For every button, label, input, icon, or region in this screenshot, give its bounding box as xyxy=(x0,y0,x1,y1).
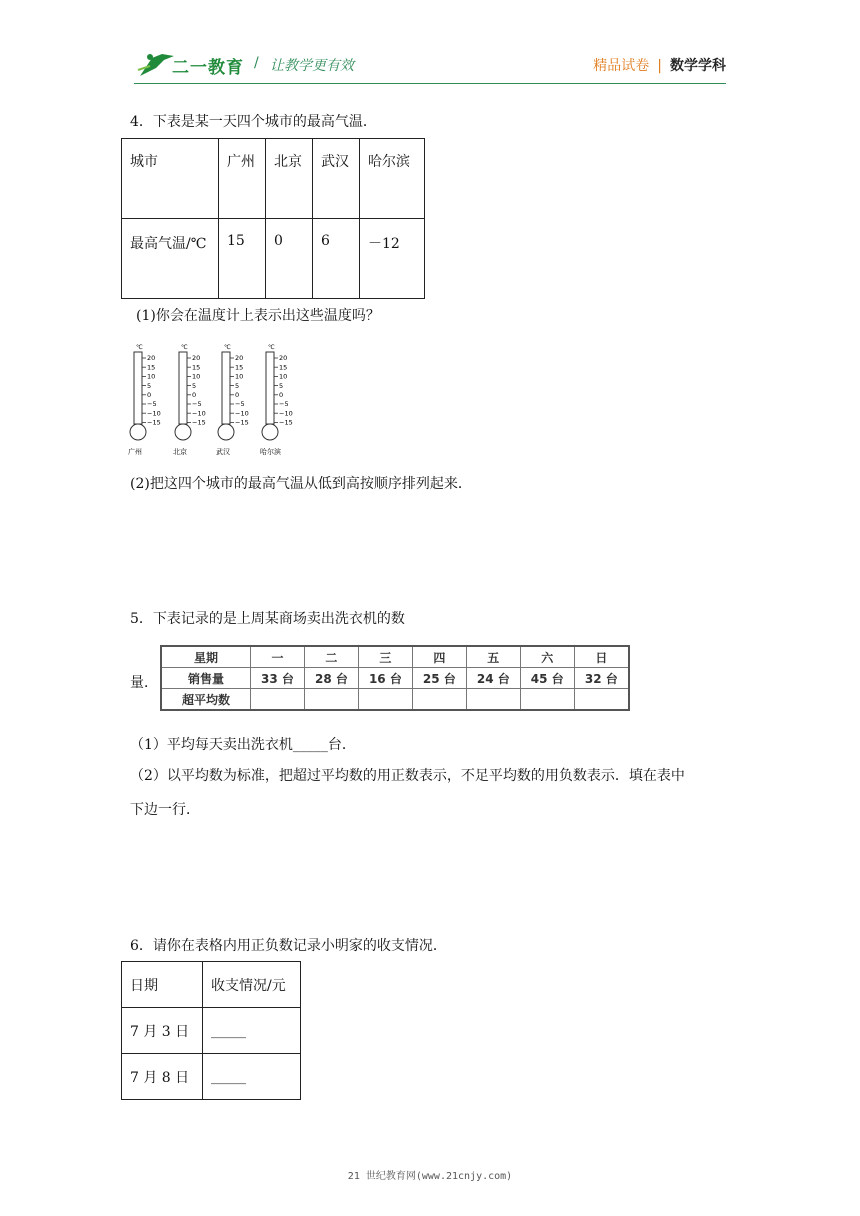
thermometer-scale-label: 10 xyxy=(192,372,201,381)
thermometer-scale-label: 0 xyxy=(235,391,240,399)
q5-title: 5．下表记录的是上周某商场卖出洗衣机的数 xyxy=(130,611,405,627)
q5-header-cell: 三 xyxy=(358,646,412,668)
thermometer-scale-label: 10 xyxy=(147,372,156,381)
thermometer-scale-label: 10 xyxy=(279,372,288,381)
q6-answer-blank[interactable]: _____ xyxy=(203,1054,301,1100)
thermometer-unit: ℃ xyxy=(136,344,143,351)
thermometer-scale-label: −5 xyxy=(147,400,157,409)
thermometer-icon xyxy=(216,342,260,458)
thermometer-scale-label: −5 xyxy=(192,400,202,409)
thermometer-scale-label: 0 xyxy=(147,391,152,399)
thermometer-scale-label: −10 xyxy=(279,409,293,418)
thermometer-scale-label: 5 xyxy=(235,381,240,390)
q4-row-cell: 6 xyxy=(313,219,360,299)
q5-over-label: 超平均数 xyxy=(161,689,251,711)
thermometer-unit: ℃ xyxy=(181,344,188,351)
header-right xyxy=(593,55,726,75)
thermometer-bulb xyxy=(218,424,234,440)
thermometer-scale-label: 0 xyxy=(279,391,284,399)
q5-answer-cell[interactable] xyxy=(520,689,574,711)
header-divider: / xyxy=(254,55,259,71)
thermometer-scale-label: −15 xyxy=(235,418,249,427)
q5-header-cell: 六 xyxy=(520,646,574,668)
q4-row-cell: －12 xyxy=(360,219,425,299)
q4-title: 4．下表是某一天四个城市的最高气温． xyxy=(130,114,377,130)
q4-header-cell: 城市 xyxy=(122,139,219,219)
q5-part2-line1: （2）以平均数为标准，把超过平均数的用正数表示，不足平均数的用负数表示．填在表中 xyxy=(130,768,685,784)
thermometer-bulb xyxy=(262,424,278,440)
q5-header-cell: 五 xyxy=(466,646,520,668)
thermometer-scale-label: 15 xyxy=(147,363,156,372)
q5-header-cell: 一 xyxy=(251,646,305,668)
thermometer-scale-label: −10 xyxy=(192,409,206,418)
q4-row-cell: 最高气温/℃ xyxy=(122,219,219,299)
q6-title: 6．请你在表格内用正负数记录小明家的收支情况． xyxy=(130,938,447,954)
thermometer-scale-label: −5 xyxy=(235,400,245,409)
thermometer-scale-label: 5 xyxy=(279,381,284,390)
q5-answer-cell[interactable] xyxy=(251,689,305,711)
thermometer-scale-label: 15 xyxy=(235,363,244,372)
q4-row-cell: 15 xyxy=(219,219,266,299)
q5-answer-cell[interactable] xyxy=(412,689,466,711)
thermometer-tube xyxy=(134,352,142,424)
q5-sales-cell: 28 台 xyxy=(304,668,358,689)
q5-answer-cell[interactable] xyxy=(358,689,412,711)
q4-header-cell: 武汉 xyxy=(313,139,360,219)
thermometer-scale-label: 20 xyxy=(192,354,201,363)
q5-sales-cell: 33 台 xyxy=(251,668,305,689)
q4-part1: (1)你会在温度计上表示出这些温度吗？ xyxy=(136,308,380,324)
thermometer-icon xyxy=(173,342,217,458)
brand-name: 二一教育 xyxy=(172,58,244,78)
q4-header-cell: 哈尔滨 xyxy=(360,139,425,219)
thermometer-icon xyxy=(128,342,172,458)
q5-sales-cell: 25 台 xyxy=(412,668,466,689)
q5-sales-cell: 16 台 xyxy=(358,668,412,689)
thermometer-scale-label: −10 xyxy=(235,409,249,418)
thermometer-bulb xyxy=(130,424,146,440)
thermometer-tube xyxy=(179,352,187,424)
q5-header-cell: 四 xyxy=(412,646,466,668)
thermometer-scale-label: 20 xyxy=(147,354,156,363)
thermometer-bulb xyxy=(175,424,191,440)
thermometer-scale-label: 0 xyxy=(192,391,197,399)
logo-icon xyxy=(136,50,176,80)
thermometer-scale-label: 15 xyxy=(279,363,288,372)
q4-part2: (2)把这四个城市的最高气温从低到高按顺序排列起来． xyxy=(130,476,472,492)
q5-answer-cell[interactable] xyxy=(304,689,358,711)
thermometer-tube xyxy=(266,352,274,424)
q5-header-cell: 日 xyxy=(574,646,629,668)
q5-sales-table xyxy=(160,645,630,711)
thermometer-scale-label: −5 xyxy=(279,400,289,409)
header-rule xyxy=(134,83,726,84)
thermometer-scale-label: 15 xyxy=(192,363,201,372)
thermometer-city-label: 广州 xyxy=(128,448,142,456)
header-separator: | xyxy=(657,58,662,74)
thermometer-scale-label: −10 xyxy=(147,409,161,418)
thermometer-scale-label: 5 xyxy=(147,381,152,390)
q5-header-cell: 二 xyxy=(304,646,358,668)
q5-title-cont: 量． xyxy=(130,675,158,691)
thermometer-scale-label: 10 xyxy=(235,372,244,381)
thermometer-scale-label: 20 xyxy=(235,354,244,363)
slogan: 让教学更有效 xyxy=(270,58,354,74)
q5-answer-cell[interactable] xyxy=(574,689,629,711)
q6-date-cell: 7 月 3 日 xyxy=(122,1008,203,1054)
q6-answer-blank[interactable]: _____ xyxy=(203,1008,301,1054)
thermometer-icon xyxy=(260,342,304,458)
thermometer-city-label: 哈尔滨 xyxy=(260,448,281,456)
q5-part2-line2: 下边一行． xyxy=(130,802,200,818)
thermometer-unit: ℃ xyxy=(224,344,231,351)
q6-income-table xyxy=(121,961,301,1100)
q4-temperature-table xyxy=(121,138,425,299)
header-label: 精品试卷 xyxy=(593,58,650,74)
header-subject: 数学学科 xyxy=(670,58,726,74)
q4-header-cell: 广州 xyxy=(219,139,266,219)
q5-header-cell: 星期 xyxy=(161,646,251,668)
thermometer-scale-label: 5 xyxy=(192,381,197,390)
q4-header-cell: 北京 xyxy=(266,139,313,219)
thermometer-unit: ℃ xyxy=(268,344,275,351)
thermometer-city-label: 武汉 xyxy=(216,448,230,456)
thermometer-scale-label: 20 xyxy=(279,354,288,363)
q4-row-cell: 0 xyxy=(266,219,313,299)
q6-date-cell: 7 月 8 日 xyxy=(122,1054,203,1100)
thermometer-tube xyxy=(222,352,230,424)
page-footer: 21 世纪教育网(www.21cnjy.com) xyxy=(347,1171,513,1182)
thermometer-city-label: 北京 xyxy=(173,448,187,456)
q6-header-cell: 收支情况/元 xyxy=(203,962,301,1008)
thermometer-scale-label: −15 xyxy=(192,418,206,427)
q5-sales-cell: 24 台 xyxy=(466,668,520,689)
q5-answer-cell[interactable] xyxy=(466,689,520,711)
q6-header-cell: 日期 xyxy=(122,962,203,1008)
q5-sales-cell: 32 台 xyxy=(574,668,629,689)
q5-part1: （1）平均每天卖出洗衣机_____台． xyxy=(130,737,356,753)
thermometer-scale-label: −15 xyxy=(147,418,161,427)
q5-sales-label: 销售量 xyxy=(161,668,251,689)
thermometer-scale-label: −15 xyxy=(279,418,293,427)
q5-sales-cell: 45 台 xyxy=(520,668,574,689)
